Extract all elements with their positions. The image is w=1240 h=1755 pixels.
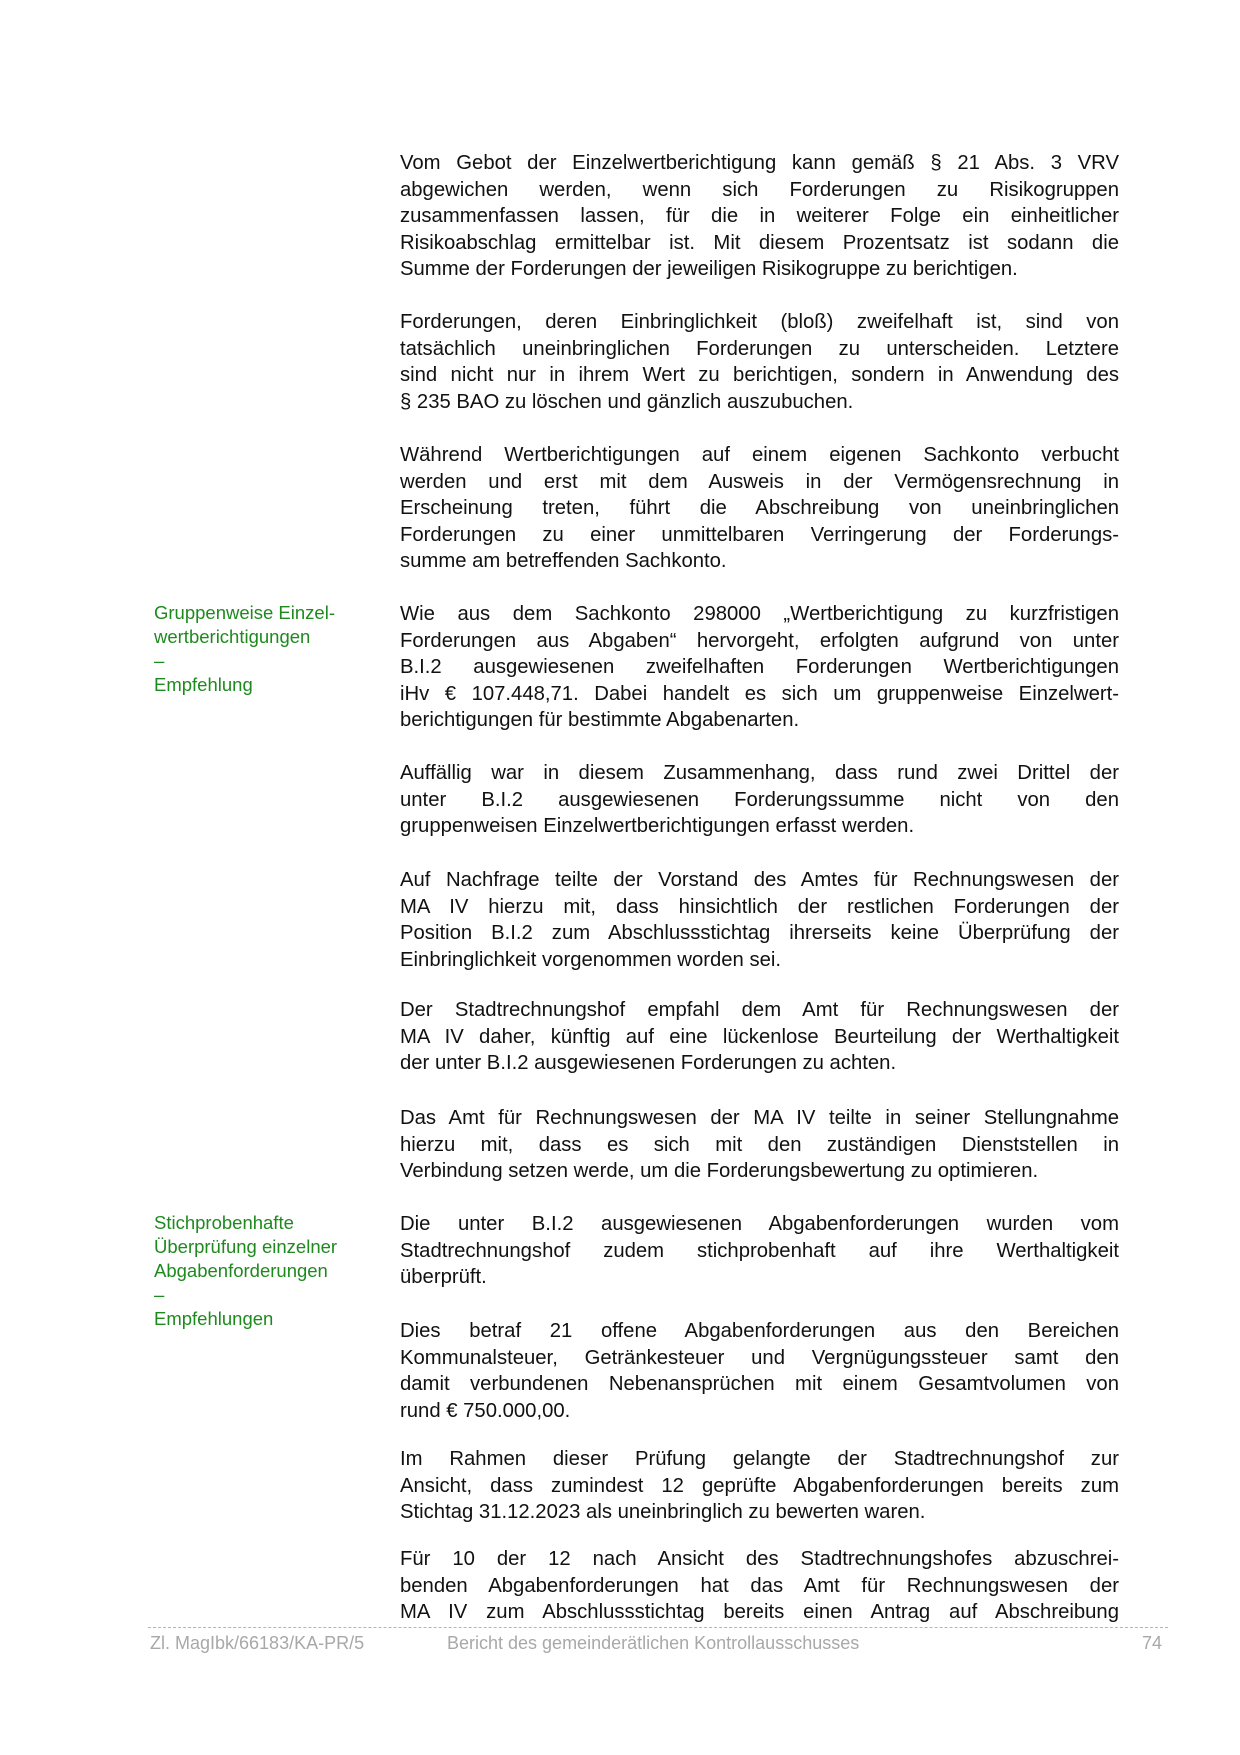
text-line: Verbindung setzen werde, um die Forderungsbewertung zu optimieren. — [400, 1160, 1039, 1183]
paragraph — [400, 150, 1119, 283]
text-line: tatsächlich uneinbringlichen Forderungen zu unterscheiden. Letztere — [400, 337, 1119, 360]
text-line: MA IV hierzu mit, dass hinsichtlich der restlichen Forderungen der — [400, 895, 1119, 918]
text-line: Stichtag 31.12.2023 als uneinbringlich zu bewerten waren. — [400, 1501, 926, 1524]
text-line: werden und erst mit dem Ausweis in der Vermögensrechnung in — [400, 470, 1119, 493]
text-line: § 235 BAO zu löschen und gänzlich auszubuchen. — [400, 390, 854, 413]
text-line: Vom Gebot der Einzelwertberichtigung kann gemäß § 21 Abs. 3 VRV — [400, 152, 1119, 174]
paragraph — [400, 309, 1119, 415]
text-line: benden Abgabenforderungen hat das Amt für Rechnungswesen der — [400, 1574, 1119, 1597]
text-line: MA IV zum Abschlussstichtag bereits einen Antrag auf Abschreibung — [400, 1601, 1119, 1624]
margin-note — [154, 601, 374, 697]
text-line: Auffällig war in diesem Zusammenhang, dass rund zwei Drittel der — [400, 762, 1119, 784]
margin-note-line: Gruppenweise Einzel- — [154, 602, 335, 623]
footer-reference: Zl. MagIbk/66183/KA-PR/5 — [150, 1633, 365, 1653]
margin-note-line: – — [154, 650, 165, 671]
text-line: Position B.I.2 zum Abschlussstichtag ihrerseits keine Überprüfung der — [400, 922, 1119, 945]
text-line: MA IV daher, künftig auf eine lückenlose Beurteilung der Werthaltigkeit — [400, 1025, 1119, 1048]
margin-note-line: Empfehlungen — [154, 1308, 274, 1329]
text-line: abgewichen werden, wenn sich Forderungen zu Risikogruppen — [400, 178, 1119, 201]
text-line: Dies betraf 21 offene Abgabenforderungen aus den Bereichen — [400, 1320, 1119, 1342]
text-line: Kommunalsteuer, Getränkesteuer und Vergnügungssteuer samt den — [400, 1346, 1119, 1369]
text-line: hierzu mit, dass es sich mit den zuständigen Dienststellen in — [400, 1133, 1119, 1156]
footer-title: Bericht des gemeinderätlichen Kontrollausschusses — [447, 1633, 860, 1653]
text-line: Erscheinung treten, führt die Abschreibung von uneinbringlichen — [400, 497, 1119, 520]
text-line: rund € 750.000,00. — [400, 1399, 571, 1422]
text-line: iHv € 107.448,71. Dabei handelt es sich um gruppenweise Einzelwert- — [400, 682, 1119, 705]
margin-note-line: Empfehlung — [154, 674, 253, 695]
text-line: zusammenfassen lassen, für die in weiterer Folge ein einheitlicher — [400, 205, 1119, 228]
page-number: 74 — [1142, 1633, 1163, 1653]
paragraph — [400, 997, 1119, 1077]
margin-note-line: wertberichtigungen — [154, 626, 311, 647]
text-line: gruppenweisen Einzelwertberichtigungen erfasst werden. — [400, 815, 915, 838]
text-line: summe am betreffenden Sachkonto. — [400, 550, 727, 573]
text-line: Einbringlichkeit vorgenommen worden sei. — [400, 948, 782, 971]
footer-divider — [148, 1627, 1168, 1628]
paragraph — [400, 1211, 1119, 1291]
paragraph — [400, 760, 1119, 840]
text-line: Forderungen zu einer unmittelbaren Verringerung der Forderungs- — [400, 523, 1119, 546]
paragraph — [400, 1318, 1119, 1424]
text-line: Summe der Forderungen der jeweiligen Risikogruppe zu berichtigen. — [400, 258, 1018, 281]
text-line: Der Stadtrechnungshof empfahl dem Amt für Rechnungswesen der — [400, 999, 1119, 1021]
text-line: damit verbundenen Nebenansprüchen mit einem Gesamtvolumen von — [400, 1373, 1119, 1396]
text-line: Das Amt für Rechnungswesen der MA IV teilte in seiner Stellungnahme — [400, 1107, 1119, 1129]
paragraph — [400, 867, 1119, 973]
text-line: unter B.I.2 ausgewiesenen Forderungssumme nicht von den — [400, 788, 1119, 811]
paragraph — [400, 442, 1119, 575]
paragraph — [400, 1446, 1119, 1526]
margin-note — [154, 1211, 374, 1331]
paragraph — [400, 1546, 1119, 1626]
paragraph — [400, 1105, 1119, 1185]
text-line: Während Wertberichtigungen auf einem eigenen Sachkonto verbucht — [400, 444, 1119, 466]
margin-note-line: Abgabenforderungen — [154, 1260, 328, 1281]
text-line: Risikoabschlag ermittelbar ist. Mit diesem Prozentsatz ist sodann die — [400, 231, 1119, 254]
text-line: Für 10 der 12 nach Ansicht des Stadtrechnungshofes abzuschrei- — [400, 1548, 1119, 1570]
text-line: berichtigungen für bestimmte Abgabenarten. — [400, 709, 800, 732]
text-line: Wie aus dem Sachkonto 298000 „Wertberichtigung zu kurzfristigen — [400, 603, 1119, 625]
paragraph — [400, 601, 1119, 734]
margin-note-line: – — [154, 1284, 165, 1305]
text-line: Forderungen, deren Einbringlichkeit (bloß) zweifelhaft ist, sind von — [400, 311, 1119, 333]
text-line: Die unter B.I.2 ausgewiesenen Abgabenforderungen wurden vom — [400, 1213, 1119, 1235]
margin-note-line: Stichprobenhafte — [154, 1212, 294, 1233]
text-line: Auf Nachfrage teilte der Vorstand des Amtes für Rechnungswesen der — [400, 869, 1119, 891]
margin-note-line: Überprüfung einzelner — [154, 1236, 338, 1257]
text-line: Forderungen aus Abgaben“ hervorgeht, erfolgten aufgrund von unter — [400, 629, 1119, 652]
text-line: der unter B.I.2 ausgewiesenen Forderungen zu achten. — [400, 1052, 897, 1075]
text-line: Im Rahmen dieser Prüfung gelangte der Stadtrechnungshof zur — [400, 1448, 1119, 1470]
text-line: überprüft. — [400, 1266, 487, 1289]
text-line: sind nicht nur in ihrem Wert zu berichtigen, sondern in Anwendung des — [400, 364, 1119, 387]
text-line: B.I.2 ausgewiesenen zweifelhaften Forderungen Wertberichtigungen — [400, 656, 1119, 679]
text-line: Stadtrechnungshof zudem stichprobenhaft auf ihre Werthaltigkeit — [400, 1239, 1119, 1262]
text-line: Ansicht, dass zumindest 12 geprüfte Abgabenforderungen bereits zum — [400, 1474, 1119, 1497]
